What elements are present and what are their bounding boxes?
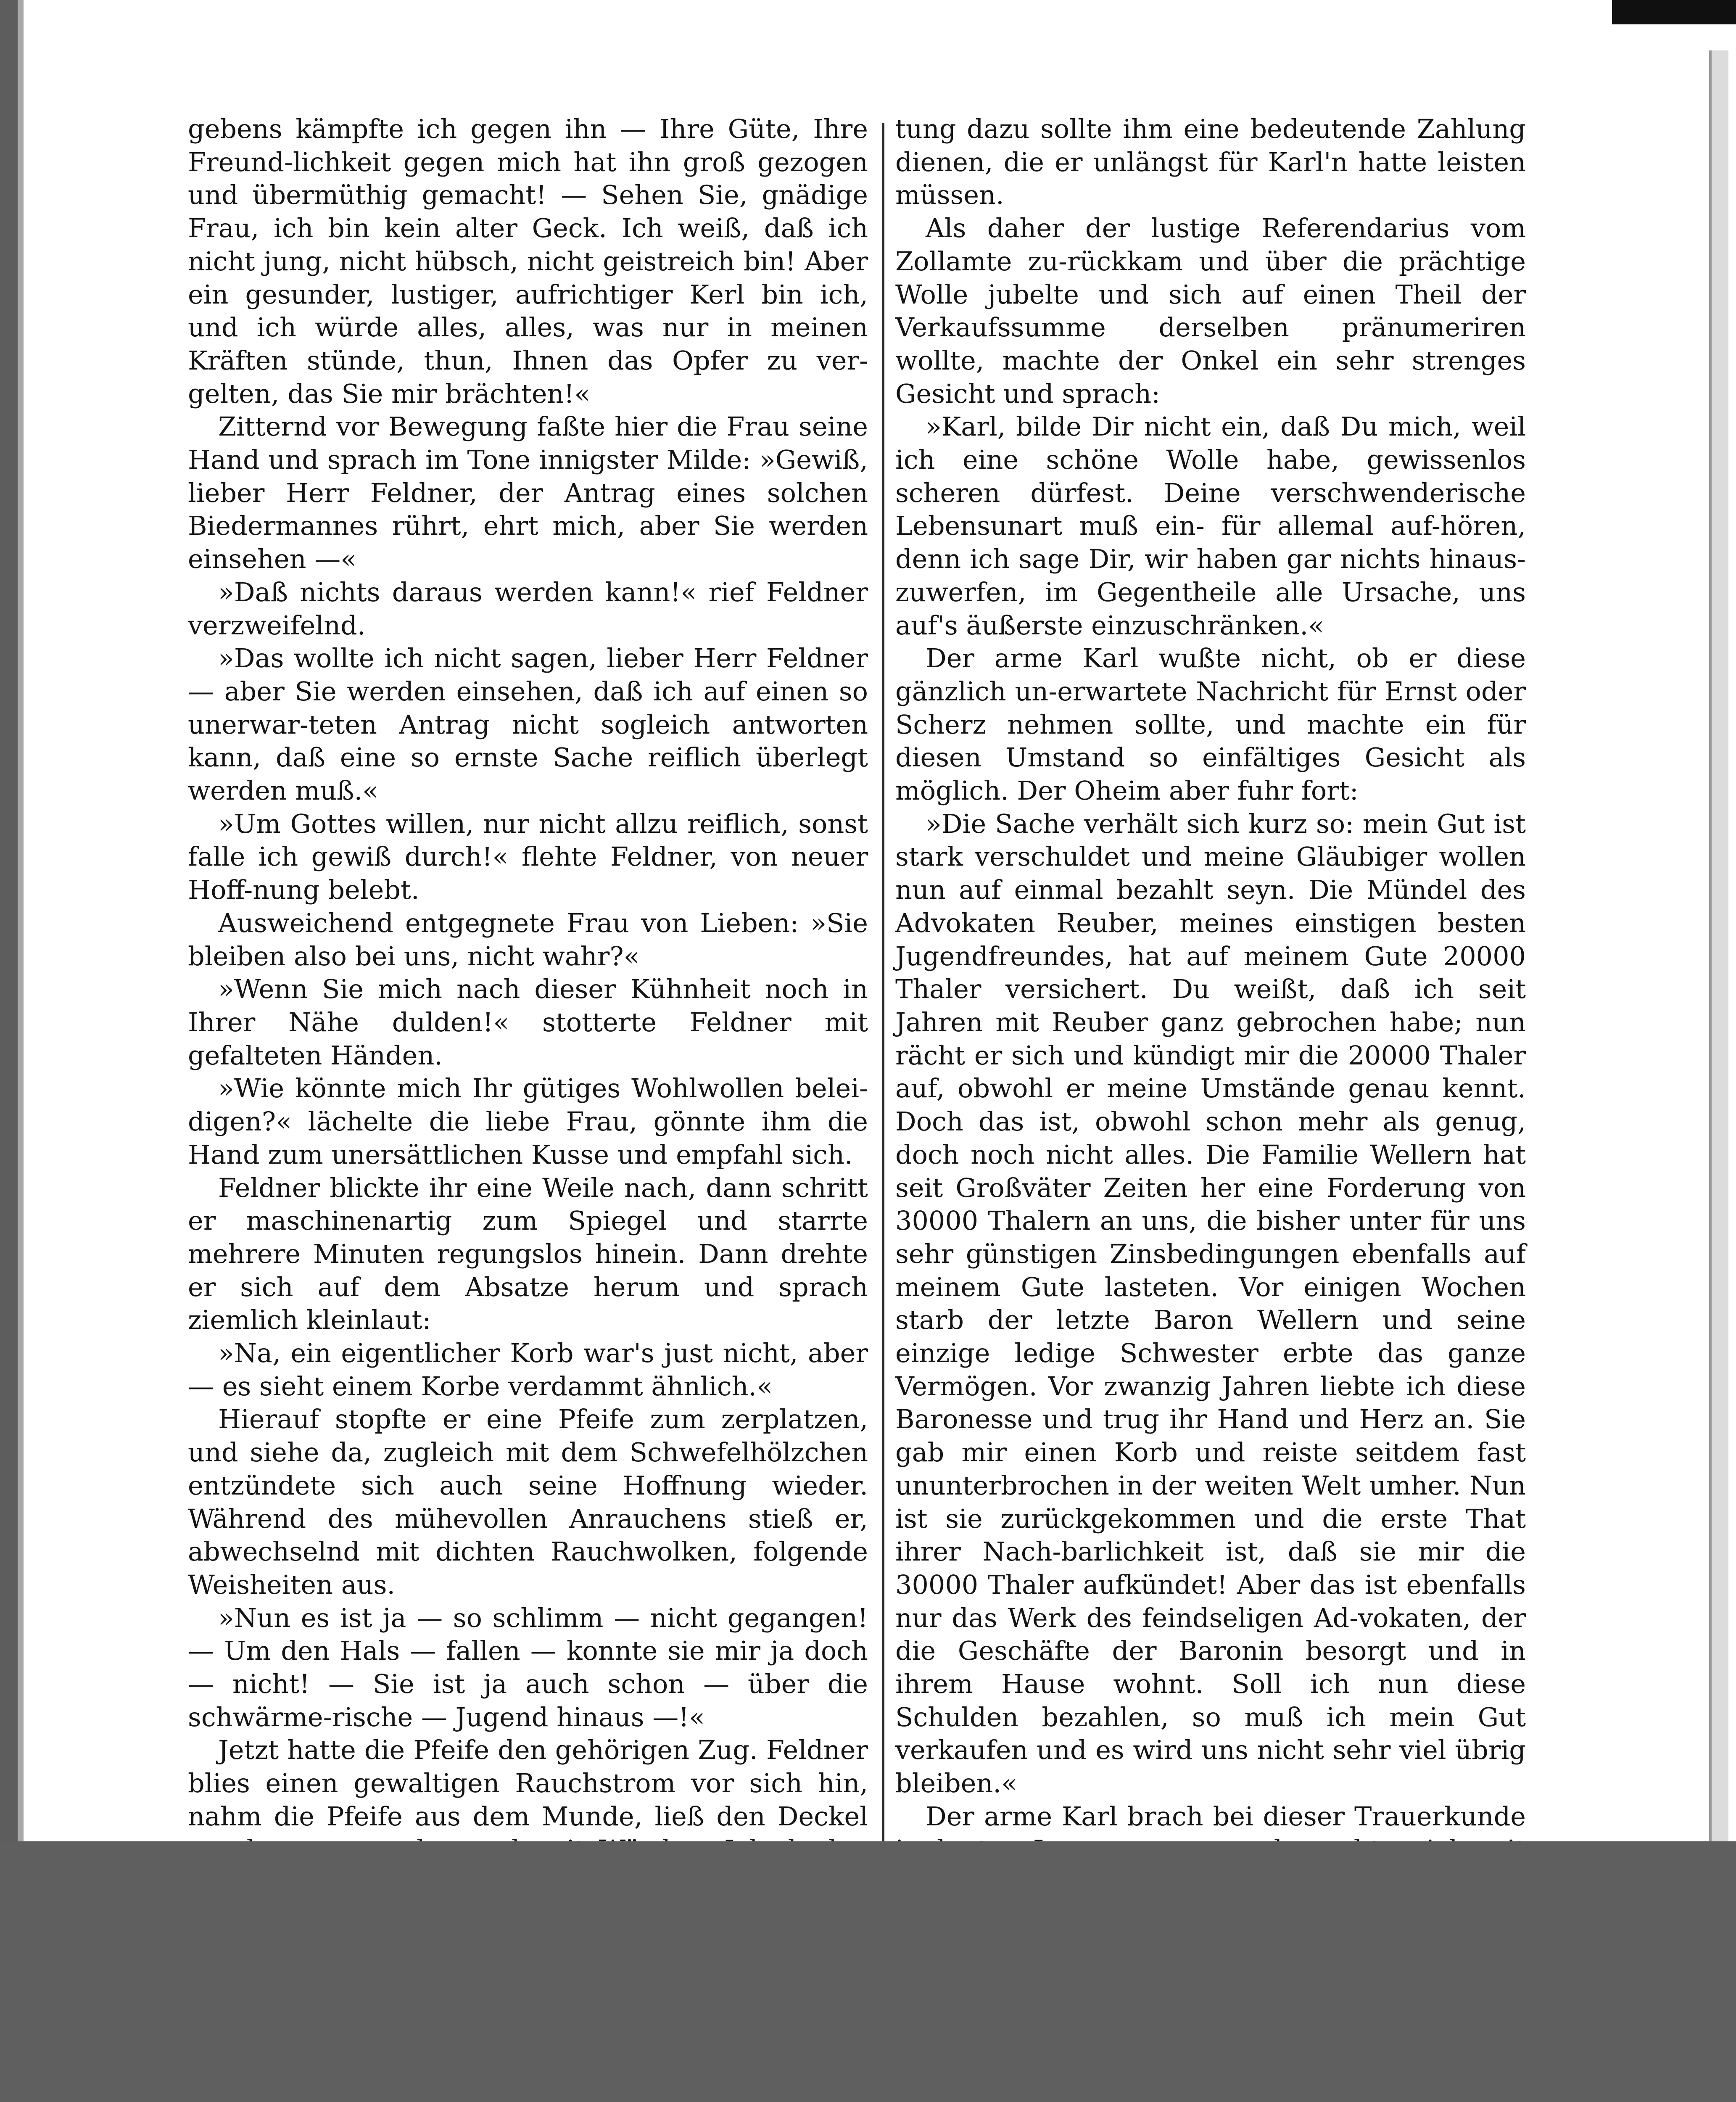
scan-left-border xyxy=(0,0,18,1841)
paragraph: Feldner blickte ihr eine Weile nach, dann schritt er maschinenartig zum Spiegel und starrte mehrere Minuten regungslos hinein. Dann drehte er sich auf dem Absatze herum und sprach ziemlich kleinlaut: xyxy=(188,1172,868,1336)
paragraph: »Nun es ist ja — so schlimm — nicht gegangen! — Um den Hals — fallen — konnte sie mir ja doch — nicht! — Sie ist ja auch schon — über die schwärme-rische — Jugend hinaus —!« xyxy=(188,1602,868,1732)
paragraph: »Wie könnte mich Ihr gütiges Wohlwollen belei-digen?« lächelte die liebe Frau, gönnte ihm die Hand zum unersättlichen Kusse und empfahl sich. xyxy=(188,1073,868,1170)
paragraph: Als daher der lustige Referendarius vom Zollamte zu-rückkam und über die prächtige Wolle jubelte und sich auf einen Theil der Verkaufssumme derselben pränumeriren wollte, machte der Onkel ein sehr strenges Gesicht und sprach: xyxy=(895,213,1526,409)
paragraph: Jetzt hatte die Pfeife den gehörigen Zug. Feldner blies einen gewaltigen Rauchstrom vor sich hin, nahm die Pfeife aus dem Munde, ließ den Deckel xyxy=(188,1735,868,1832)
left-column xyxy=(188,113,868,1841)
paragraph: »Daß nichts daraus werden kann!« rief Feldner verzweifelnd. xyxy=(188,576,868,641)
paragraph: Der arme Karl wußte nicht, ob er diese gänzlich un-erwartete Nachricht für Ernst oder Scherz nehmen sollte, und machte ein für diesen Umstand so einfältiges Gesicht als möglich. Der Oheim aber fuhr fort: xyxy=(895,643,1526,806)
paragraph: Ausweichend entgegnete Frau von Lieben: »Sie bleiben also bei uns, nicht wahr?« xyxy=(188,907,868,972)
column-divider xyxy=(882,123,884,1841)
paragraph: »Wenn Sie mich nach dieser Kühnheit noch in Ihrer Nähe dulden!« stotterte Feldner mit gefalteten Händen. xyxy=(188,974,868,1071)
paragraph: »Na, ein eigentlicher Korb war's just nicht, aber — es sieht einem Korbe verdammt ähnlich.« xyxy=(188,1338,868,1402)
scan-right-edge xyxy=(1709,50,1728,1841)
paragraph: »Karl, bilde Dir nicht ein, daß Du mich, weil ich eine schöne Wolle habe, gewissenlos scheren dürfest. Deine verschwenderische Lebensunart muß ein- für allemal auf-hören, denn ich sage Dir, wir haben gar nichts hinaus-zuwerfen, im Gegentheile alle Ursache, uns auf's äußerste einzuschränken.« xyxy=(895,411,1526,641)
scan-left-shadow xyxy=(18,0,24,1841)
paragraph: »Das wollte ich nicht sagen, lieber Herr Feldner — aber Sie werden einsehen, daß ich auf einen so unerwar-teten Antrag nicht sogleich antworten kann, daß eine so ernste Sache reiflich überlegt werden muß.« xyxy=(188,643,868,806)
paragraph: »Um Gottes willen, nur nicht allzu reiflich, sonst falle ich gewiß durch!« flehte Feldner, von neuer Hoff-nung belebt. xyxy=(188,808,868,906)
paragraph: Hierauf stopfte er eine Pfeife zum zerplatzen, und siehe da, zugleich mit dem Schwefelhölzchen entzündete sich auch seine Hoffnung wieder. Während des mühevollen Anrauchens stieß er, abwechselnd mit dichten Rauchwolken, folgende Weisheiten aus. xyxy=(188,1404,868,1600)
scan-bottom-band xyxy=(0,1841,1736,2102)
paragraph: tung dazu sollte ihm eine bedeutende Zahlung dienen, die er unlängst für Karl'n hatte leisten müssen. xyxy=(895,114,1526,211)
right-column xyxy=(895,113,1526,1841)
scan-corner xyxy=(1612,0,1736,24)
paragraph: Der arme Karl brach bei dieser Trauerkunde xyxy=(926,1801,1526,1832)
paragraph: »Die Sache verhält sich kurz so: mein Gut ist stark verschuldet und meine Gläubiger wollen nun auf einmal bezahlt seyn. Die Mündel des Advokaten Reuber, meines einstigen besten Jugendfreundes, hat auf meinem Gute 20000 Thaler versichert. Du weißt, daß ich seit Jahren mit Reuber ganz gebrochen habe; nun rächt er sich und kündigt mir die 20000 Thaler auf, obwohl er meine Umstände genau kennt. Doch das ist, obwohl schon mehr als genug, doch noch nicht alles. Die Familie Wellern hat seit Großväter Zeiten her eine Forderung von 30000 Thalern an uns, die bisher unter für uns sehr günstigen Zinsbedingungen ebenfalls auf meinem Gute lasteten. Vor einigen Wochen starb der letzte Baron Wellern und seine einzige ledige Schwester erbte das ganze Vermögen. Vor zwanzig Jahren liebte ich diese Baronesse und trug ihr Hand und Herz an. Sie gab mir einen Korb und reiste seitdem fast ununterbrochen in der weiten Welt umher. Nun ist sie zurückgekommen und die erste That ihrer Nach-barlichkeit ist, daß sie mir die 30000 Thaler aufkündet! Aber das ist ebenfalls nur das Werk des feindseligen Ad-vokaten, der die Geschäfte der Baronin besorgt und in ihrem Hause wohnt. Soll ich nun diese Schulden bezahlen, so muß ich mein Gut verkaufen und es wird uns nicht sehr viel übrig bleiben.« xyxy=(895,808,1526,1799)
paragraph: gebens kämpfte ich gegen ihn — Ihre Güte, Ihre Freund-lichkeit gegen mich hat ihn groß gezogen und übermüthig gemacht! — Sehen Sie, gnädige Frau, ich bin kein alter Geck. Ich weiß, daß ich nicht jung, nicht hübsch, nicht geistreich bin! Aber ein gesunder, lustiger, aufrichtiger Kerl bin ich, und ich würde alles, alles, was nur in meinen Kräften stünde, thun, Ihnen das Opfer zu ver-gelten, das Sie mir brächten!« xyxy=(188,114,868,409)
paragraph: Zitternd vor Bewegung faßte hier die Frau seine Hand und sprach im Tone innigster Milde: »Gewiß, lieber Herr Feldner, der Antrag eines solchen Biedermannes rührt, ehrt mich, aber Sie werden einsehen —« xyxy=(188,411,868,575)
